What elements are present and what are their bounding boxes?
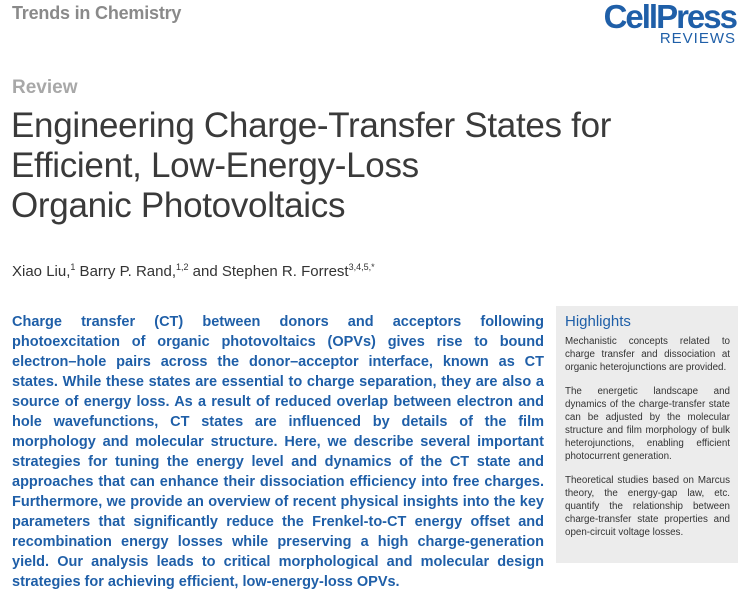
journal-name: Trends in Chemistry xyxy=(12,3,182,23)
author-name: Xiao Liu, xyxy=(12,263,71,280)
highlights-title: Highlights xyxy=(565,313,631,330)
author-affiliation: 1,2 xyxy=(176,262,189,272)
title-line: Engineering Charge-Transfer States for xyxy=(11,106,612,145)
highlight-item: Mechanistic concepts related to charge transfer and dissociation at organic heterojunctions are provided. xyxy=(565,336,730,373)
logo-wordmark: CellPress xyxy=(603,0,736,35)
cellpress-logo xyxy=(604,0,736,46)
abstract: Charge transfer (CT) between donors and acceptors following photoexcitation of organic photovoltaics (OPVs) gives rise to bound electron–hole pairs across the donor–acceptor interface, known as CT states. While these states are essential to charge separation, they are also a source of energy loss. As a result of reduced overlap between electron and hole wavefunctions, CT states are influenced by details of the film morphology and molecular structure. Here, we describe several important strategies for tuning the energy level and dynamics of the CT state and approaches that can enhance their dissociation efficiency into free charges. Furthermore, we provide an overview of recent physical insights into the key parameters that significantly reduce the Frenkel-to-CT energy offset and recombination energy losses while preserving a high charge-generation yield. Our analysis leads to critical morphological and molecular design strategies for achieving efficient, low-energy-loss OPVs. xyxy=(12,314,544,590)
logo-subtitle: REVIEWS xyxy=(659,30,736,47)
author-list xyxy=(12,262,375,280)
highlight-item: Theoretical studies based on Marcus theory, the energy-gap law, etc. quantify the relationship between charge-transfer state properties and open-circuit voltage losses. xyxy=(565,475,730,538)
author-affiliation: 1 xyxy=(70,262,76,272)
highlights-box xyxy=(556,306,738,563)
author-affiliation: 3,4,5,* xyxy=(348,262,375,272)
highlight-item: The energetic landscape and dynamics of the charge-transfer state can be adjusted by the molecular structure and film morphology of bulk heterojunctions, enabling efficient photocurrent generation. xyxy=(565,386,730,462)
title-line: Efficient, Low-Energy-Loss xyxy=(11,146,419,185)
article-title xyxy=(11,106,651,226)
author-name: Barry P. Rand, xyxy=(75,263,176,280)
author-name: and Stephen R. Forrest xyxy=(188,263,349,280)
article-type: Review xyxy=(12,77,78,98)
title-line: Organic Photovoltaics xyxy=(11,186,346,225)
